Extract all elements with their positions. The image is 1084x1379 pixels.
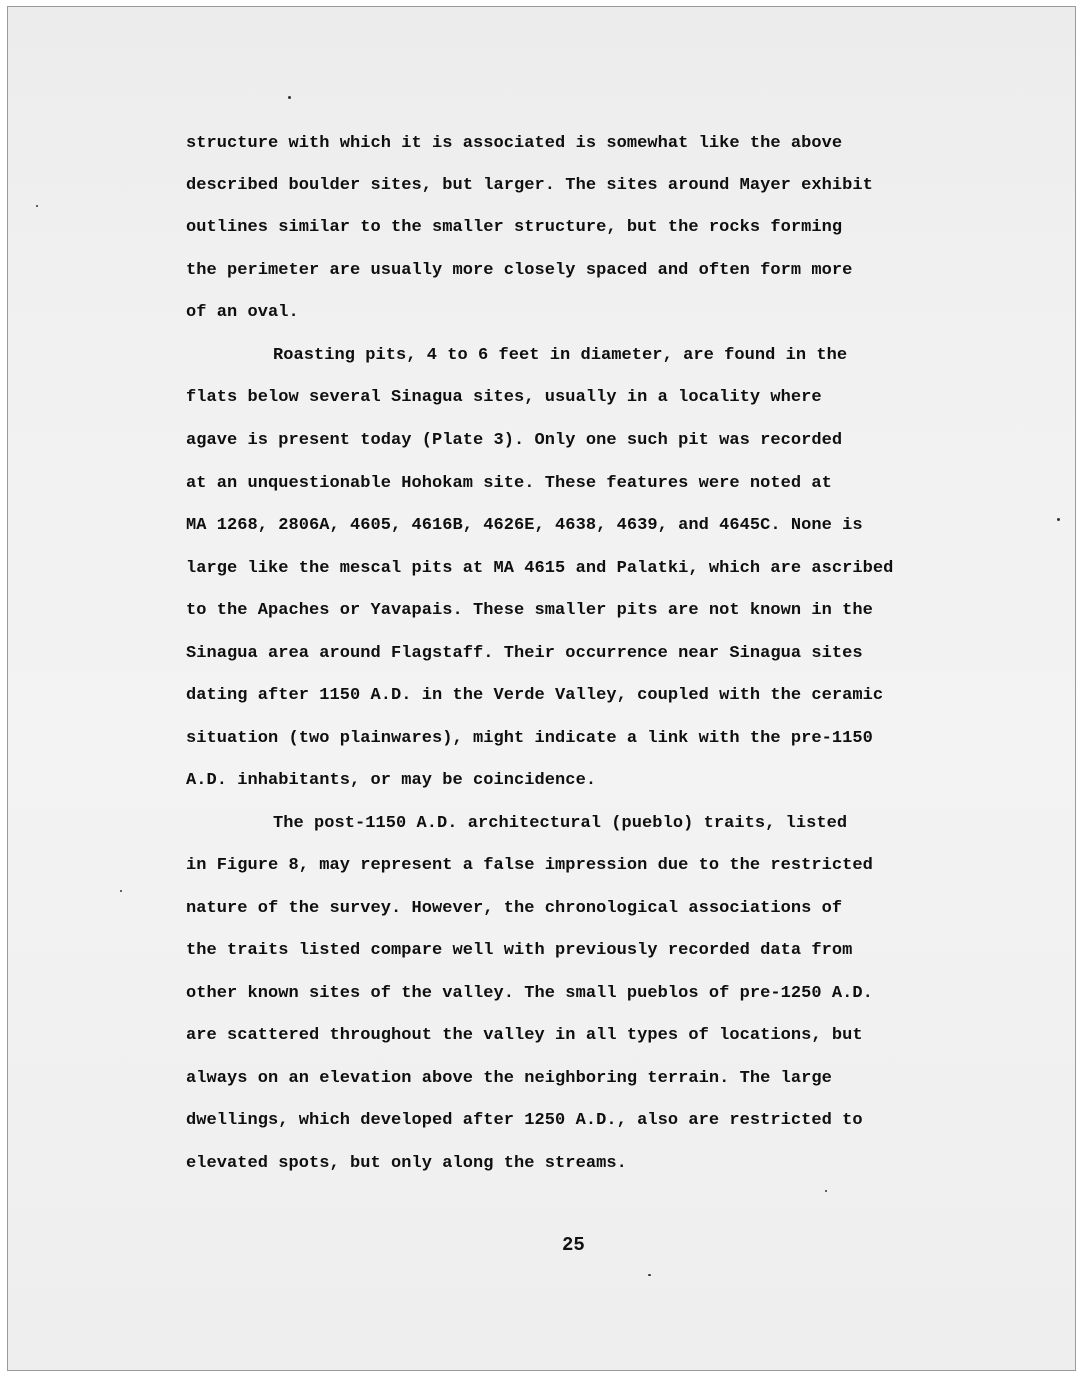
text-line: large like the mescal pits at MA 4615 and Palatki, which are ascribed bbox=[186, 559, 894, 578]
text-line: other known sites of the valley. The small pueblos of pre-1250 A.D. bbox=[186, 984, 873, 1003]
text-line: structure with which it is associated is somewhat like the above bbox=[186, 134, 843, 153]
text-line: the perimeter are usually more closely spaced and often form more bbox=[186, 261, 853, 280]
text-line: Roasting pits, 4 to 6 feet in diameter, are found in the bbox=[273, 346, 848, 365]
text-line: in Figure 8, may represent a false impression due to the restricted bbox=[186, 856, 873, 875]
text-line: to the Apaches or Yavapais. These smaller pits are not known in the bbox=[186, 601, 873, 620]
scan-speck bbox=[825, 1190, 827, 1192]
scan-speck bbox=[1057, 518, 1060, 521]
text-line: of an oval. bbox=[186, 303, 299, 322]
text-line: are scattered throughout the valley in all types of locations, but bbox=[186, 1026, 863, 1045]
text-line: dating after 1150 A.D. in the Verde Valley, coupled with the ceramic bbox=[186, 686, 884, 705]
text-line: situation (two plainwares), might indicate a link with the pre-1150 bbox=[186, 729, 873, 748]
text-line: A.D. inhabitants, or may be coincidence. bbox=[186, 771, 597, 790]
scan-speck bbox=[288, 96, 291, 99]
text-line: at an unquestionable Hohokam site. These features were noted at bbox=[186, 474, 832, 493]
scan-speck bbox=[120, 890, 122, 892]
text-line: The post-1150 A.D. architectural (pueblo) traits, listed bbox=[273, 814, 848, 833]
text-line: described boulder sites, but larger. The sites around Mayer exhibit bbox=[186, 176, 873, 195]
text-line: dwellings, which developed after 1250 A.D., also are restricted to bbox=[186, 1111, 863, 1130]
text-line: outlines similar to the smaller structure, but the rocks forming bbox=[186, 218, 843, 237]
text-line: nature of the survey. However, the chronological associations of bbox=[186, 899, 843, 918]
text-line: flats below several Sinagua sites, usually in a locality where bbox=[186, 388, 822, 407]
text-line: always on an elevation above the neighboring terrain. The large bbox=[186, 1069, 832, 1088]
scan-speck bbox=[36, 205, 38, 207]
text-line: MA 1268, 2806A, 4605, 4616B, 4626E, 4638, 4639, and 4645C. None is bbox=[186, 516, 863, 535]
page-number: 25 bbox=[562, 1234, 585, 1256]
text-line: agave is present today (Plate 3). Only one such pit was recorded bbox=[186, 431, 843, 450]
text-line: elevated spots, but only along the streams. bbox=[186, 1154, 627, 1173]
text-line: Sinagua area around Flagstaff. Their occurrence near Sinagua sites bbox=[186, 644, 863, 663]
text-line: the traits listed compare well with previously recorded data from bbox=[186, 941, 853, 960]
scan-speck bbox=[648, 1274, 651, 1276]
